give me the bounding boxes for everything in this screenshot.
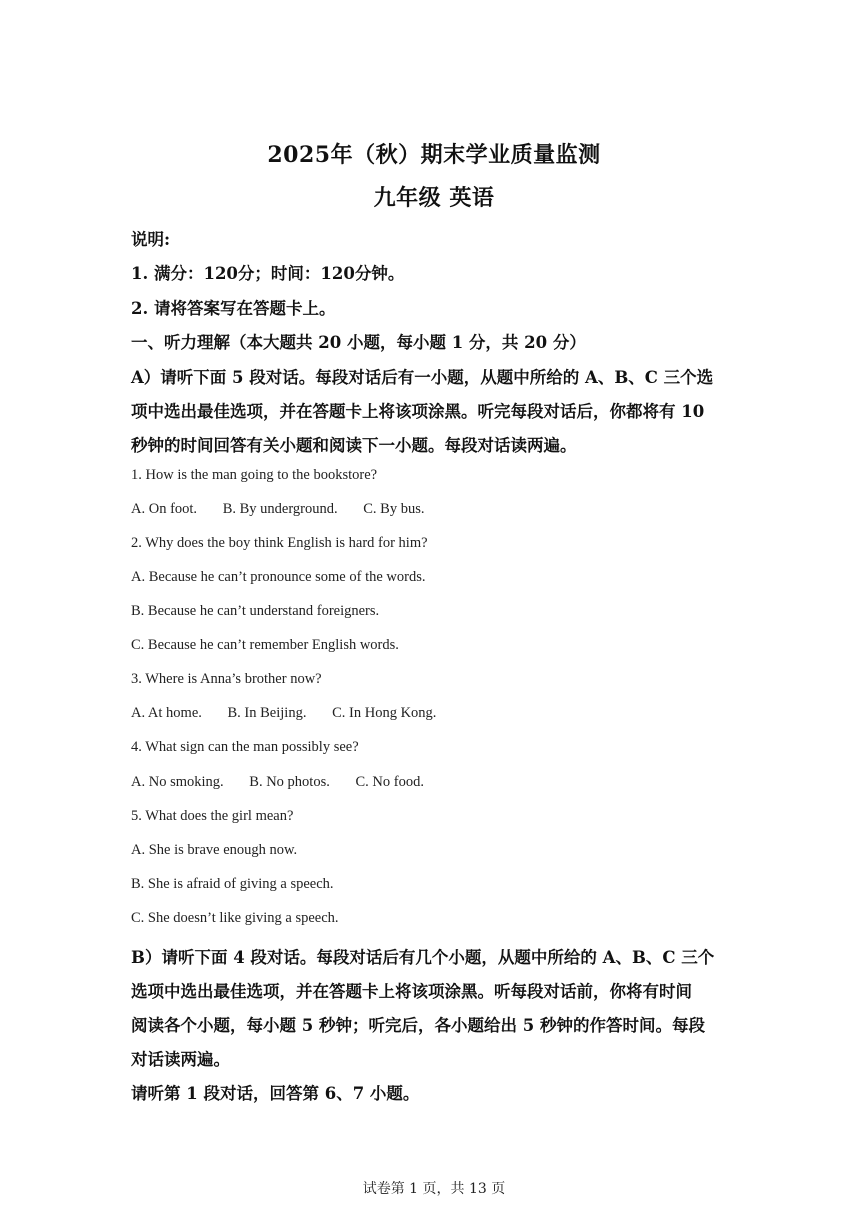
part-a-instruction-line-2: 项中选出最佳选项，并在答题卡上将该项涂黑。听完每段对话后，你都将有 10 [131, 402, 705, 421]
question-1: 1. How is the man going to the bookstore? [131, 467, 378, 483]
part-b-instruction-line-2: 选项中选出最佳选项，并在答题卡上将该项涂黑。听每段对话前，你将有时间 [131, 982, 692, 1001]
question-5-option-a: A. She is brave enough now. [131, 842, 298, 858]
question-2-option-b: B. Because he can’t understand foreigners. [131, 603, 380, 619]
question-5: 5. What does the girl mean? [131, 808, 294, 824]
question-5-option-c: C. She doesn’t like giving a speech. [131, 910, 339, 926]
instruction-item-2: 2. 请将答案写在答题卡上。 [131, 299, 336, 318]
option-c: C. By bus. [363, 501, 425, 517]
question-4-options [131, 774, 424, 791]
dialogue-1-instruction: 请听第 1 段对话，回答第 6、7 小题。 [131, 1084, 420, 1103]
exam-title: 2025年（秋）期末学业质量监测 [267, 142, 601, 168]
part-b-instruction-line-4: 对话读两遍。 [131, 1050, 230, 1069]
question-3-options [131, 705, 436, 722]
part-b-instruction-line-1: B）请听下面 4 段对话。每段对话后有几个小题，从题中所给的 A、B、C 三个 [131, 948, 715, 967]
question-2-option-c: C. Because he can’t remember English words. [131, 637, 399, 653]
part-a-instruction-line-1: A）请听下面 5 段对话。每段对话后有一小题，从题中所给的 A、B、C 三个选 [131, 368, 714, 387]
question-5-option-b: B. She is afraid of giving a speech. [131, 876, 334, 892]
option-a: A. No smoking. [131, 774, 224, 790]
part-b-instruction-line-3: 阅读各个小题，每小题 5 秒钟；听完后，各小题给出 5 秒钟的作答时间。每段 [131, 1016, 705, 1035]
part-a-instruction-line-3: 秒钟的时间回答有关小题和阅读下一小题。每段对话读两遍。 [131, 436, 577, 455]
instructions-label: 说明: [131, 230, 171, 249]
option-c: C. In Hong Kong. [332, 705, 437, 721]
question-2: 2. Why does the boy think English is hard for him? [131, 535, 428, 551]
option-c: C. No food. [355, 774, 424, 790]
question-2-option-a: A. Because he can’t pronounce some of the words. [131, 569, 426, 585]
section-1-heading: 一、听力理解（本大题共 20 小题，每小题 1 分，共 20 分） [131, 333, 586, 352]
option-a: A. At home. [131, 705, 202, 721]
option-b: B. No photos. [249, 774, 330, 790]
option-a: A. On foot. [131, 501, 198, 517]
question-3: 3. Where is Anna’s brother now? [131, 671, 322, 687]
option-b: B. By underground. [222, 501, 338, 517]
exam-subtitle: 九年级 英语 [373, 185, 495, 211]
question-4: 4. What sign can the man possibly see? [131, 739, 359, 755]
question-1-options [131, 501, 425, 518]
page-footer: 试卷第 1 页，共 13 页 [362, 1181, 506, 1197]
instruction-item-1: 1. 满分：120分；时间：120分钟。 [131, 264, 405, 283]
option-b: B. In Beijing. [227, 705, 307, 721]
